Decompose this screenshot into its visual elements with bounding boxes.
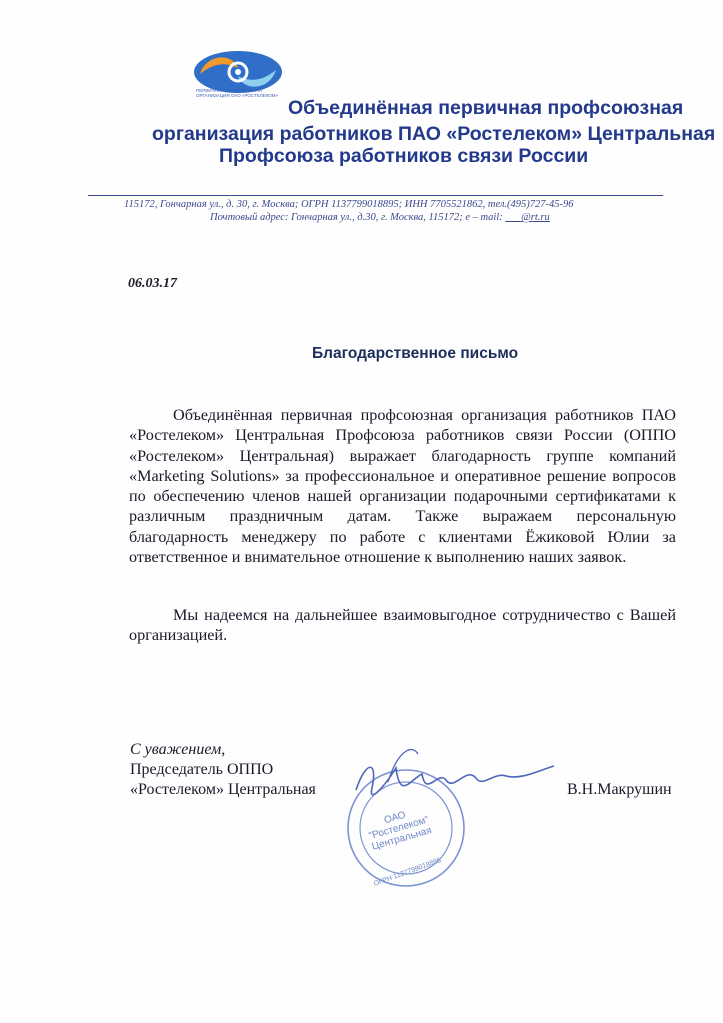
org-name-line1: Объединённая первичная профсоюзная (288, 97, 684, 119)
org-name-line2: организация работников ПАО «Ростелеком» Центральная (152, 123, 716, 145)
letter-paragraph-2: Мы надеемся на дальнейшее взаимовыгодное сотрудничество с Вашей организацией. (129, 606, 676, 645)
letter-date: 06.03.17 (128, 276, 177, 291)
position-line2: «Ростелеком» Центральная (130, 781, 316, 798)
postal-address (210, 212, 550, 223)
legal-address: 115172, Гончарная ул., д. 30, г. Москва; ОГРН 1137799018895; ИНН 7705521862, тел.(495)727-45-96 (124, 199, 574, 210)
email-link[interactable]: ___@rt.ru (505, 212, 550, 223)
stamp-and-signature (326, 740, 558, 890)
position-line1: Председатель ОППО (130, 761, 274, 778)
stamp-center-text: ОАО "Ростелеком" Центральная (367, 809, 434, 853)
regards-text: С уважением, (130, 741, 226, 758)
logo-caption: ПЕРВИЧНАЯ ПРОФСОЮЗНАЯ ОРГАНИЗАЦИЯ ОАО «РОСТЕЛЕКОМ» (196, 88, 278, 99)
org-name-line3: Профсоюза работников связи России (219, 145, 589, 167)
letter-paragraph-1: Объединённая первичная профсоюзная организация работников ПАО «Ростелеком» Центральная Профсоюза работников связи России (ОППО «Ростелеком» Центральная) выражает благодарность группе компаний «Marketing Solutions» за профессиональное и оперативное решение вопросов по обеспечению членов нашей организации подарочными сертификатами к различным праздничным датам. Также выражаем персональную благодарность менеджеру по работе с клиентами Ёжиковой Юлии за ответственное и внимательное отношение к выполнению наших заявок. (129, 406, 676, 567)
handwritten-signature (356, 766, 554, 795)
signatory-name: В.Н.Макрушин (567, 781, 672, 798)
union-logo (192, 50, 284, 110)
header-divider (88, 195, 663, 196)
postal-address-text: Почтовый адрес: Гончарная ул., д.30, г. Москва, 115172; е – mail: (210, 212, 503, 223)
letter-title: Благодарственное письмо (312, 345, 519, 362)
stamp-ogrn-text: ОГРН 1137799018895 (372, 857, 443, 888)
signature-block (130, 740, 316, 800)
